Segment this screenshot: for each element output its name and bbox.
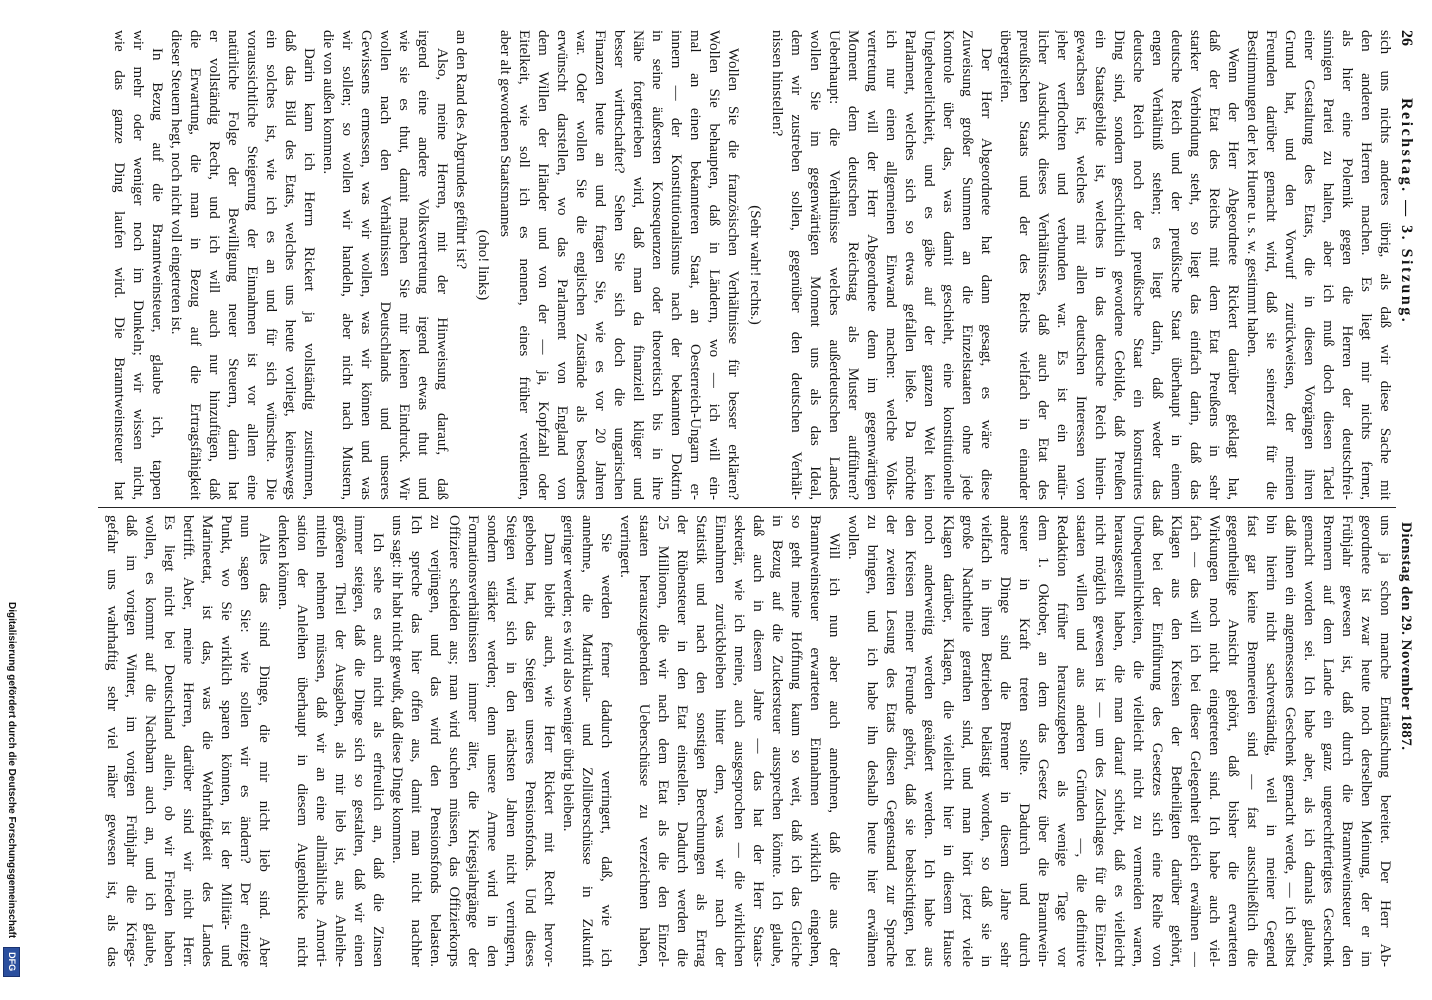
text-line: fast gar keine Brennereien sind — fast ausschließlich die	[1244, 515, 1260, 967]
text-line: dem wir zustreben sollen, gegenüber den deutschen Verhält-	[788, 30, 804, 500]
text-line: natürliche Folge der Bewilligung neuer Steuern, darin hat	[225, 30, 241, 500]
text-line: war. Oder wollen Sie die englischen Zustände als besonders	[573, 30, 589, 500]
text-line: Kontrole über das, was damit geschieht, eine konstitutionelle	[940, 30, 956, 500]
text-line: gewachsen ist, welches mit allen deutschen Interessen von	[1073, 30, 1089, 500]
text-line: Ueberhaupt: die Verhältnisse welches außerdeutschen Landes	[826, 30, 842, 500]
text-line: Brennern auf dem Lande ein ganz ungerechtfertigtes Geschenk	[1320, 515, 1336, 967]
text-line: gehoben hat, das Steigen unseres Pensionsfonds. Und dieses	[522, 515, 538, 967]
text-line: Wirkungen noch nicht eingetreten sind. Ich habe auch viel-	[1206, 515, 1222, 967]
text-line: voraussichtliche Steigerung der Einnahmen ist vor allem eine	[244, 30, 260, 500]
paragraph	[109, 30, 166, 500]
running-head-title: Reichstag. — 3. Sitzung.	[1398, 98, 1415, 325]
text-line: Eitelkeit, wie soll ich es nennen, eines früher verdienten,	[516, 30, 532, 500]
text-line: an den Rand des Abgrundes geführt ist?	[453, 30, 469, 270]
digitization-credit	[2, 602, 20, 998]
text-line: dem 1. Oktober, an dem das Gesetz über die Branntwein-	[1035, 515, 1051, 967]
text-line: die von außen kommen.	[320, 30, 336, 175]
interjection	[745, 30, 764, 500]
dfg-logo: DFG	[3, 947, 20, 977]
text-line: deutsche Reich und der preußische Staat überhaupt in einem	[1168, 30, 1184, 500]
paragraph	[102, 515, 273, 967]
text-line: Unbequemlichkeiten, die vielleicht nicht zu vermeiden waren,	[1130, 515, 1146, 967]
text-line: gemacht worden sei. Ich habe aber, als ich damals glaubte,	[1301, 515, 1317, 967]
text-line: besser wirthschaftet? Sehen Sie sich doch die ungarischen	[611, 30, 627, 500]
text-line: bin hierin nicht sachverständig, weil in meiner Gegend	[1263, 515, 1279, 967]
text-line: ich nur einen allgemeinen Einwand machen: welche Volks-	[883, 30, 899, 500]
text-line: staaten herauszugebenden Ueberschüsse zu verzeichnen haben,	[636, 515, 652, 967]
text-line: zu verjüngen, und das wird den Pensionsfonds belasten.	[427, 515, 443, 967]
paragraph	[767, 30, 995, 500]
text-line: Punkt, wo Sie wirklich sparen könnten, ist der Militär- und	[218, 515, 234, 967]
text-line: nissen hinstellen?	[769, 30, 785, 137]
text-line: ein Staatsgebilde ist, welches in das deutsche Reich hinein-	[1092, 30, 1108, 500]
text-line: mitteln nehmen müssen, daß wir an eine allmähliche Amorti-	[313, 515, 329, 967]
text-line: Wenn der Herr Abgeordnete Rickert darüber geklagt hat,	[1225, 48, 1241, 500]
text-line: Parlament, welches sich so etwas gefallen ließe. Da möchte	[902, 30, 918, 500]
text-line: ein solches ist, wie ich es an und für sich wünschte. Die	[263, 30, 279, 500]
text-line: betrifft. Aber, meine Herren, darüber sind wir nicht Herr.	[180, 515, 196, 967]
text-line: Klagen aus den Kreisen der Betheiligten darüber gehört,	[1168, 515, 1184, 967]
text-line: größeren Theil der Ausgaben, als mir lieb ist, aus Anleihe-	[332, 515, 348, 967]
text-line: Grund hat, und den Vorwurf zurückweisen, der meinen	[1282, 30, 1298, 500]
paragraph	[495, 30, 742, 500]
text-line: noch anderweitig werden geäußert werden. Ich habe aus	[921, 515, 937, 967]
text-line: er vollständig Recht, und ich will auch nur hinzufügen, daß	[206, 30, 222, 500]
text-line: daß auch in diesem Jahre — das hat der Herr Staats-	[750, 515, 766, 967]
text-line: vertretung will der Herr Abgeordnete denn im gegenwärtigen	[864, 30, 880, 500]
text-line: wollen Sie im gegenwärtigen Moment uns als das Ideal,	[807, 30, 823, 500]
text-line: Also, meine Herren, mit der Hinweisung darauf, daß	[434, 48, 450, 500]
text-line: Bestimmungen der lex Huene u. s. w. gestimmt haben.	[1244, 30, 1260, 358]
text-line: engen Verhältniß stehen; es liegt darin, daß weder das	[1149, 30, 1165, 500]
text-line: Dann bleibt auch, wie Herr Rickert mit Recht hervor-	[541, 533, 557, 967]
text-line: Sie werden ferner dadurch verringert, daß, wie ich	[598, 533, 614, 967]
text-line: Finanzen heute an und fragen Sie, wie es vor 20 Jahren	[592, 30, 608, 500]
text-line: preußischen Staats und der des Reichs vielfach in einander	[1016, 30, 1032, 500]
text-line: irgend eine andere Volksvertretung irgend etwas thut und	[415, 30, 431, 500]
text-line: den anderen Herren machen. Es liegt mir nichts ferner,	[1358, 30, 1374, 500]
text-line: geordnete ist zwar heute noch derselben Meinung, der er im	[1358, 515, 1374, 967]
text-line: Will ich nun aber auch annehmen, daß die aus der	[826, 533, 842, 967]
text-line: als hier eine Polemik gegen die Herren der deutschfrei-	[1339, 30, 1355, 500]
text-line: daß das Bild des Etats, welches uns heute vorliegt, keineswegs	[282, 30, 298, 500]
running-head-date: Dienstag den 29. November 1887.	[1398, 522, 1414, 751]
text-line: der Rübensteuer in den Etat einstellen. Dadurch werden die	[674, 515, 690, 967]
text-line: wir mehr oder weniger noch im Dunkeln; wir wissen nicht,	[130, 30, 146, 500]
text-line: einer Gestaltung des Etats, die in diesen Vorgängen ihren	[1301, 30, 1317, 500]
text-line: aber alt gewordenen Staatsmannes	[497, 30, 513, 238]
paragraph	[318, 30, 451, 500]
text-line: Gewissens ermessen, was wir wollen, was wir können und was	[358, 30, 374, 500]
text-line: wollen, es kommt auf die Nachbarn auch an, und ich glaube,	[142, 515, 158, 967]
text-line: mal an einen bekannteren Staat, an Oesterreich-Ungarn er-	[687, 30, 703, 500]
text-line: sekretär, wie ich meine, auch ausgesprochen — die wirklichen	[731, 515, 747, 967]
text-line: dem Willen der Irländer und von der — ja, Kopfzahl oder	[535, 30, 551, 500]
text-line: fach — das will ich bei dieser Gelegenheit gleich erwähnen —	[1187, 515, 1203, 967]
text-line: Einnahmen zurückbleiben hinter dem, was wir nach der	[712, 515, 728, 967]
text-line: sation der Anleihen überhaupt in diesem Augenblicke nicht	[294, 515, 310, 967]
text-line: wie sie es thut, damit machen Sie mir keinen Eindruck. Wir	[396, 30, 412, 500]
text-line: Marineetat, ist das, was die Wehrhaftigkeit des Landes	[199, 515, 215, 967]
text-line: 25 Millionen, die wir nach dem Etat als die den Einzel-	[655, 515, 671, 967]
text-line: wollen nach den Verhältnissen Deutschlands und unseres	[377, 30, 393, 500]
paragraph	[615, 515, 843, 967]
text-line: daß ihnen ein angemessenes Geschenk gemacht werde, — ich selbst	[1282, 515, 1298, 967]
text-line: innern — der Konstitutionalismus nach der bekannten Doktrin	[668, 30, 684, 500]
text-line: Ich spreche das hier offen aus, damit man nicht nachher	[408, 515, 424, 967]
text-line: sich uns nichts anderes übrig, als daß wir diese Sache mit	[1377, 30, 1393, 500]
text-line: uns ja schon manche Enttäuschung bereitet. Der Herr Ab-	[1377, 515, 1393, 967]
text-line: steuer in Kraft treten sollte. Dadurch und durch	[1016, 515, 1032, 967]
paragraph	[166, 30, 318, 500]
text-line: der zweiten Lesung des Etats diesen Gegenstand zur Sprache	[883, 515, 899, 967]
text-column-left	[109, 30, 1394, 500]
text-line: wollen.	[845, 515, 861, 560]
text-line: daß der Etat des Reichs mit dem Etat Preußens in sehr	[1206, 30, 1222, 500]
text-line: übergreifen.	[997, 30, 1013, 103]
text-line: sinnigen Partei zu halten, aber ich muß doch diesen Tadel	[1320, 30, 1336, 500]
text-line: Nähe fortgetrieben wird, daß man da finanziell klüger und	[630, 30, 646, 500]
text-line: Zuweisung großer Summen an die Einzelstaaten ohne jede	[959, 30, 975, 500]
text-line: Ungeheuerlichkeit, und es gäbe auf der ganzen Welt kein	[921, 30, 937, 500]
text-line: daß im vorigen Winter, im vorigen Frühjahr die Kriegs-	[123, 515, 139, 967]
paragraph	[451, 30, 470, 500]
text-line: Branntweinsteuer erwarteten Einnahmen wirklich eingehen,	[807, 515, 823, 967]
paragraph	[558, 515, 615, 967]
paragraph	[387, 515, 558, 967]
text-line: Ich sehe es auch nicht als erfreulich an, daß die Zinsen	[370, 533, 386, 967]
credit-text: Digitalisierung gefördert durch die Deutsche Forschungsgemeinschaft	[5, 602, 17, 939]
text-line: Offiziere scheiden aus; man wird suchen müssen, das Offizierkorps	[446, 515, 462, 967]
text-line: in seine äußersten Konsequenzen oder theoretisch bis in ihre	[649, 30, 665, 500]
text-line: jeher verflochten und verbunden war. Es ist ein natür-	[1054, 30, 1070, 500]
paragraph	[843, 515, 1394, 967]
interjection-text: (oho! links)	[475, 229, 491, 301]
text-line: Alles das sind Dinge, die mir nicht lieb sind. Aber	[256, 533, 272, 967]
page-number: 26	[1398, 30, 1415, 46]
text-line: gefahr uns wahrhaftig sehr viel näher gewesen ist, als das	[104, 515, 120, 967]
text-line: den Kreisen meiner Freunde gehört, daß sie beabsichtigen, bei	[902, 515, 918, 967]
text-line: starker Verbindung steht, so liegt das einfach darin, daß das	[1187, 30, 1203, 500]
text-line: Moment dem deutschen Reichstag als Muster aufführen?	[845, 30, 861, 500]
text-line: erwünscht darstellen, wo das Parlament von England von	[554, 30, 570, 500]
text-line: gegentheilige Ansicht gehört, daß bisher die erwarteten	[1225, 515, 1241, 967]
text-line: große Nachtheile gerathen sind, und man hört jetzt viele	[959, 515, 975, 967]
text-line: Wollen Sie die französischen Verhältnisse für besser erklären?	[725, 48, 741, 500]
text-line: Formationsverhältnissen immer älter, die Kriegsjahrgänge der	[465, 515, 481, 967]
paragraph	[1242, 30, 1394, 500]
interjection	[473, 30, 492, 500]
text-line: wie das ganze Ding laufen wird. Die Branntweinsteuer hat	[111, 30, 127, 500]
text-line: wir sollen; so wollen wir handeln, aber nicht nach Mustern,	[339, 30, 355, 500]
text-line: staaten willen und aus anderen Gründen —, die definitive	[1073, 515, 1089, 967]
text-line: In Bezug auf die Branntweinsteuer, glaube ich, tappen	[149, 48, 165, 500]
paragraph	[273, 515, 387, 967]
text-line: zu bringen, und ich habe ihn deshalb heute hier erwähnen	[864, 515, 880, 967]
text-line: licher Ausdruck dieses Verhältnisses, daß auch der Etat des	[1035, 30, 1051, 500]
text-line: immer steigen, daß die Dinge sich so gestalten, daß wir einen	[351, 515, 367, 967]
text-line: Ding sind, sondern geschichtlich gewordene Gebilde, daß Preußen	[1111, 30, 1127, 500]
text-line: sondern stärker werden; denn unsere Armee wird in den	[484, 515, 500, 967]
text-line: Darin kann ich Herrn Rickert ja vollständig zustimmen,	[301, 48, 317, 500]
column-rule	[98, 507, 1396, 508]
text-line: annehme, die Matrikular- und Zollüberschüsse in Zukunft	[579, 515, 595, 967]
text-line: Wollen Sie behaupten, daß in Ländern, wo — ich will ein-	[706, 30, 722, 500]
text-column-right	[102, 515, 1394, 967]
text-line: Der Herr Abgeordnete hat dann gesagt, es wäre diese	[978, 48, 994, 500]
text-line: Redaktion früher herauszugeben als wenige Tage vor	[1054, 515, 1070, 967]
text-line: Klagen darüber, Klagen, die vielleicht hier in diesem Hause	[940, 515, 956, 967]
text-line: vielfach in ihren Betrieben belästigt worden, so daß sie in	[978, 515, 994, 967]
text-line: nicht möglich gewesen ist — um des Zuschlages für die Einzel-	[1092, 515, 1108, 967]
text-line: andere Dinge sind die Brenner in diesem Jahre sehr	[997, 515, 1013, 967]
text-line: verringert.	[617, 515, 633, 578]
text-line: die Erwartung, die man in Bezug auf die Ertragsfähigkeit	[187, 30, 203, 500]
text-line: in Bezug auf die Zuckersteuer aussprechen könnte. Ich glaube,	[769, 515, 785, 967]
text-line: daß bei der Einführung des Gesetzes sich eine Reihe von	[1149, 515, 1165, 967]
text-line: Steigen wird sich in den nächsten Jahren nicht verringern,	[503, 515, 519, 967]
paragraph	[995, 30, 1242, 500]
text-line: Frühjahr gewesen ist, daß durch die Branntweinsteuer den	[1339, 515, 1355, 967]
text-line: denken können.	[275, 515, 291, 610]
text-line: uns sagt: ihr habt nicht gewußt, daß diese Dinge kommen.	[389, 515, 405, 864]
text-line: Es liegt nicht bei Deutschland allein, ob wir Frieden haben	[161, 515, 177, 967]
text-line: dieser Steuern hegt, noch nicht voll eingetreten ist.	[168, 30, 184, 335]
text-line: nun sagen Sie: wie sollen wir es ändern? Der einzige	[237, 515, 253, 967]
text-line: so geht meine Hoffnung kaum so weit, daß ich das Gleiche	[788, 515, 804, 967]
text-line: Statistik und nach den sonstigen Berechnungen als Ertrag	[693, 515, 709, 967]
interjection-text: (Sehr wahr! rechts.)	[747, 205, 763, 325]
text-line: herausgestellt haben, die man darauf schiebt, daß es vielleicht	[1111, 515, 1127, 967]
text-line: Freunden darüber gemacht wird, daß sie seinerzeit für die	[1263, 30, 1279, 500]
text-line: deutsche Reich noch der preußische Staat ein konstruirtes	[1130, 30, 1146, 500]
text-line: geringer werden; es wird also weniger übrig bleiben.	[560, 515, 576, 832]
